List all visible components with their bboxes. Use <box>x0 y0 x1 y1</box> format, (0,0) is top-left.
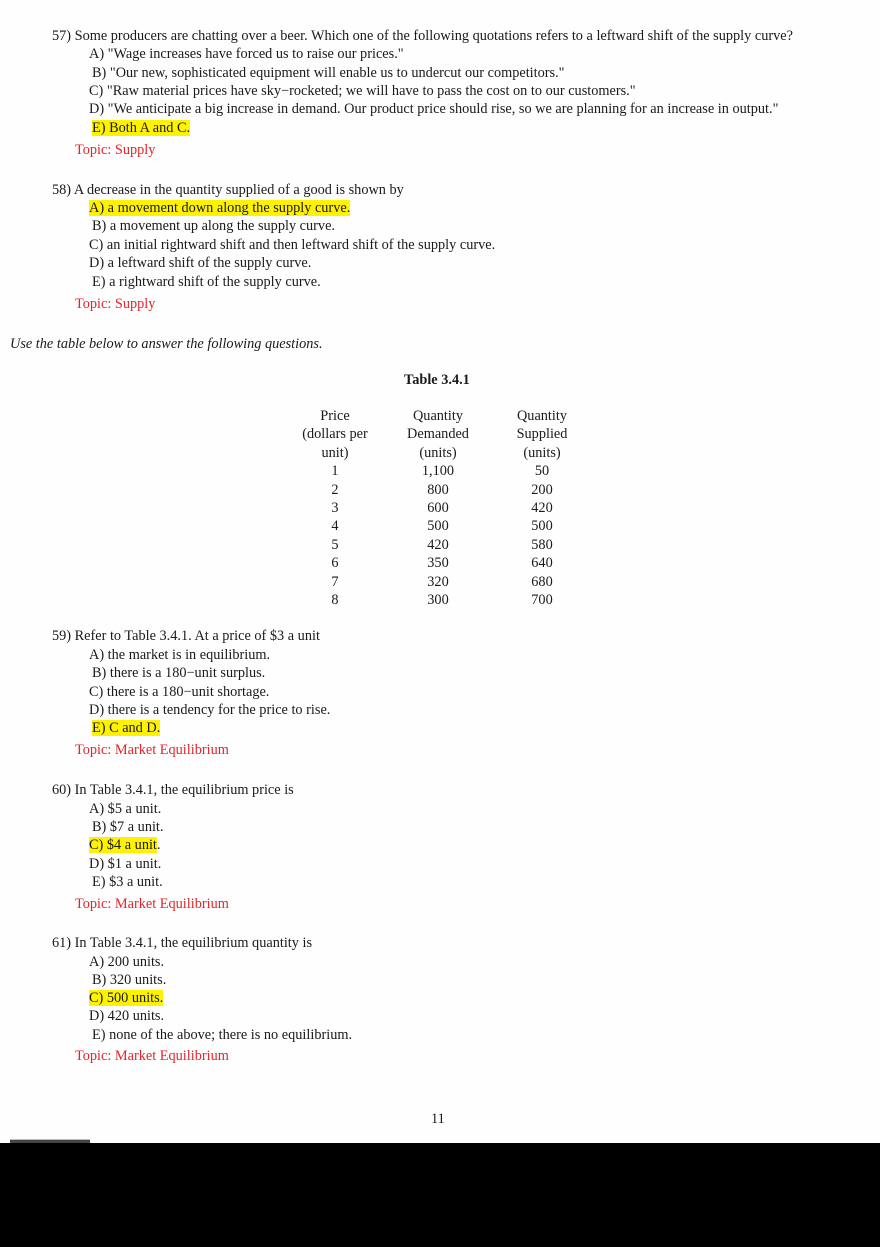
option-c: C) an initial rightward shift and then leftward shift of the supply curve. <box>89 237 496 253</box>
topic-label: Topic: Supply <box>75 142 156 158</box>
table-cell: 3 <box>331 499 339 516</box>
table-cell: 1 <box>331 463 339 480</box>
option-a: A) "Wage increases have forced us to raise our prices." <box>89 46 404 62</box>
option-a: A) 200 units. <box>89 954 165 970</box>
column-header: Demanded <box>407 426 469 443</box>
table-cell: 640 <box>531 555 553 572</box>
table-cell: 700 <box>531 591 553 608</box>
option-d: D) there is a tendency for the price to rise. <box>89 702 331 718</box>
table-cell: 8 <box>331 591 339 608</box>
question-stem: 60) In Table 3.4.1, the equilibrium price is <box>52 782 294 798</box>
question-stem: 59) Refer to Table 3.4.1. At a price of $3 a unit <box>52 628 320 644</box>
footer-divider <box>10 1139 90 1143</box>
option-b: B) $7 a unit. <box>92 819 164 835</box>
option-b: B) a movement up along the supply curve. <box>92 218 335 234</box>
option-e-correct: E) Both A and C. <box>92 120 191 136</box>
option-d: D) "We anticipate a big increase in demand. Our product price should rise, so we are planning for an increase in output." <box>89 101 779 117</box>
table-cell: 680 <box>531 573 553 590</box>
option-e: E) $3 a unit. <box>92 874 163 890</box>
table-cell: 580 <box>531 536 553 553</box>
table-cell: 320 <box>427 573 449 590</box>
topic-label: Topic: Market Equilibrium <box>75 742 229 758</box>
table-cell: 4 <box>331 518 339 535</box>
question-stem: 58) A decrease in the quantity supplied of a good is shown by <box>52 182 404 198</box>
option-c: C) there is a 180−unit shortage. <box>89 684 270 700</box>
column-quantity-supplied <box>502 407 582 609</box>
question-stem: 57) Some producers are chatting over a beer. Which one of the following quotations refers to a leftward shift of the supply curve? <box>52 28 793 44</box>
column-header: Supplied <box>516 426 568 443</box>
option-d: D) 420 units. <box>89 1008 165 1024</box>
option-b: B) there is a 180−unit surplus. <box>92 665 266 681</box>
table-instruction: Use the table below to answer the following questions. <box>10 336 323 352</box>
column-header: Quantity <box>412 408 464 424</box>
option-e: E) none of the above; there is no equilibrium. <box>92 1027 353 1043</box>
table-cell: 600 <box>427 499 449 516</box>
column-quantity-demanded <box>398 407 478 609</box>
option-a: A) the market is in equilibrium. <box>89 647 271 663</box>
column-header: (units) <box>523 444 561 461</box>
question-stem: 61) In Table 3.4.1, the equilibrium quantity is <box>52 935 313 951</box>
topic-label: Topic: Market Equilibrium <box>75 896 229 912</box>
column-header: (units) <box>419 444 457 461</box>
table-cell: 2 <box>331 481 339 498</box>
table-cell: 350 <box>427 555 449 572</box>
table-cell: 7 <box>331 573 339 590</box>
table-cell: 200 <box>531 481 553 498</box>
option-d: D) a leftward shift of the supply curve. <box>89 255 312 271</box>
option-c: C) "Raw material prices have sky−rocketed; we will have to pass the cost on to our customers." <box>89 83 636 99</box>
table-cell: 420 <box>427 536 449 553</box>
topic-label: Topic: Market Equilibrium <box>75 1048 229 1064</box>
column-price <box>295 407 375 609</box>
option-a: A) $5 a unit. <box>89 801 162 817</box>
table-title: Table 3.4.1 <box>404 372 470 388</box>
table-cell: 800 <box>427 481 449 498</box>
table-cell: 5 <box>331 536 339 553</box>
table-cell: 6 <box>331 555 339 572</box>
option-e: E) a rightward shift of the supply curve. <box>92 274 321 290</box>
option-e-correct: E) C and D. <box>92 720 161 736</box>
topic-label: Topic: Supply <box>75 296 156 312</box>
column-header: (dollars per <box>302 426 368 443</box>
option-a-correct: A) a movement down along the supply curve. <box>89 200 351 216</box>
option-b: B) "Our new, sophisticated equipment will enable us to undercut our competitors." <box>92 65 565 81</box>
table-cell: 1,100 <box>421 463 455 480</box>
column-header: Quantity <box>516 408 568 424</box>
table-cell: 500 <box>427 518 449 535</box>
column-header: Price <box>320 408 350 424</box>
table-cell: 300 <box>427 591 449 608</box>
page-number: 11 <box>431 1111 445 1127</box>
option-c-correct: C) 500 units. <box>89 990 164 1006</box>
column-header: unit) <box>321 444 349 461</box>
option-c-correct: C) $4 a unit. <box>89 837 161 853</box>
option-d: D) $1 a unit. <box>89 856 162 872</box>
table-cell: 420 <box>531 499 553 516</box>
table-cell: 50 <box>534 463 550 480</box>
table-cell: 500 <box>531 518 553 535</box>
option-b: B) 320 units. <box>92 972 167 988</box>
